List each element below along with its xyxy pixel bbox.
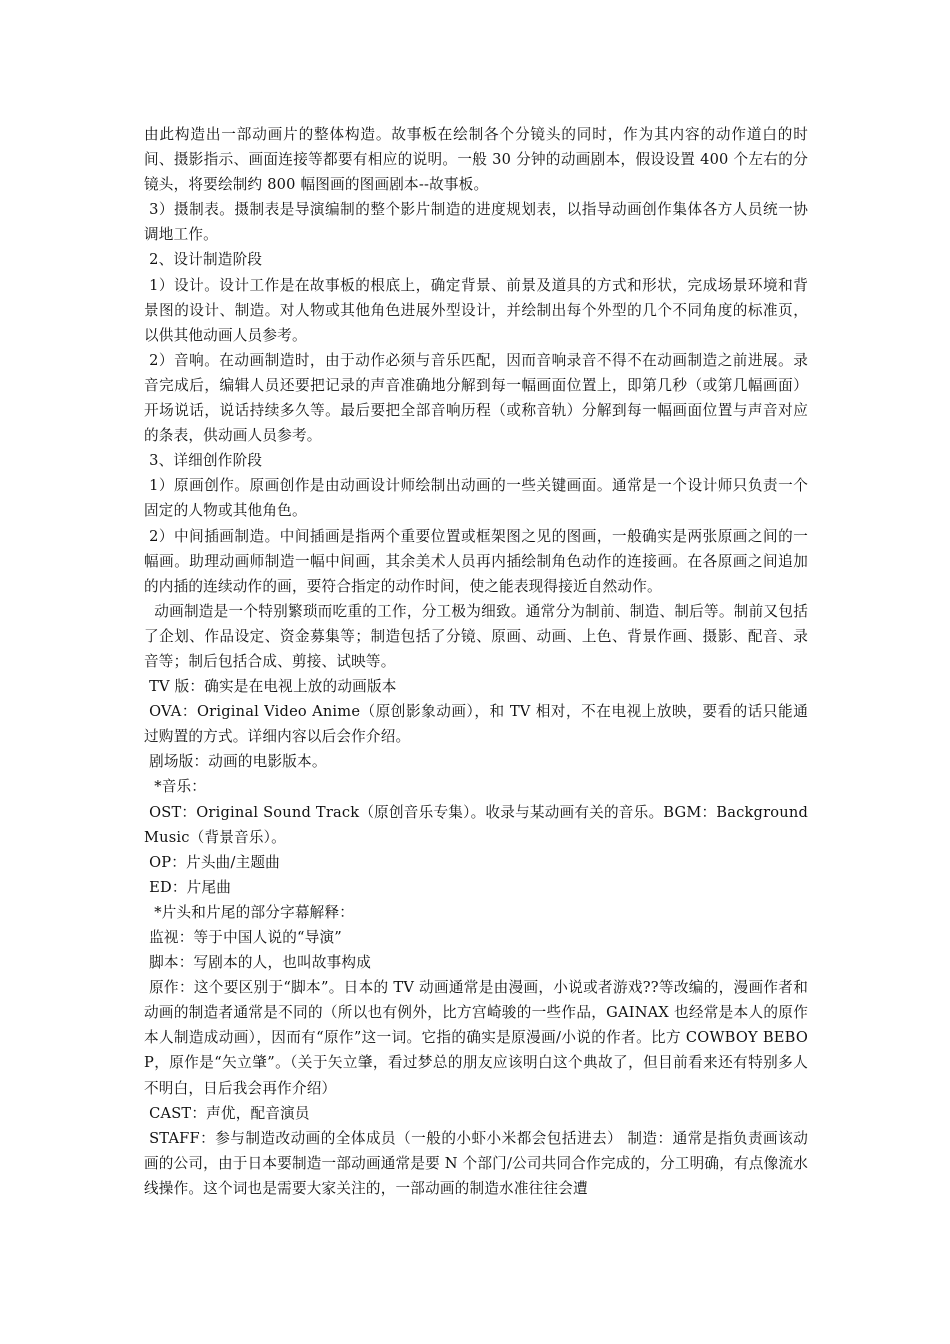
paragraph: 3）摄制表。摄制表是导演编制的整个影片制造的进度规划表，以指导动画创作集体各方人员统一协调地工作。 [144, 201, 808, 244]
paragraph: *片头和片尾的部分字幕解释： [154, 903, 355, 921]
paragraph: 2）中间插画制造。中间插画是指两个重要位置或框架图之见的图画，一般确实是两张原画之间的一幅画。助理动画师制造一幅中间画，其余美术人员再内插绘制角色动作的连接画。在各原画之间追加的内插的连续动作的画，要符合指定的动作时间，使之能表现得接近自然动作。 [144, 527, 808, 595]
paragraph: 脚本：写剧本的人，也叫故事构成 [149, 954, 372, 972]
paragraph: 由此构造出一部动画片的整体构造。故事板在绘制各个分镜头的同时，作为其内容的动作道白的时间、摄影指示、画面连接等都要有相应的说明。一般 30 分钟的动画剧本，假设设置 400 个左右的分镜头，将要绘制约 800 幅图画的图画剧本--故事板。 [144, 126, 808, 194]
paragraph: 动画制造是一个特别繁琐而吃重的工作，分工极为细致。通常分为制前、制造、制后等。制前又包括了企划、作品设定、资金募集等；制造包括了分镜、原画、动画、上色、背景作画、摄影、配音、录音等；制后包括合成、剪接、试映等。 [144, 602, 808, 670]
paragraph: 2）音响。在动画制造时，由于动作必须与音乐匹配，因而音响录音不得不在动画制造之前进展。录音完成后，编辑人员还要把记录的声音准确地分解到每一幅画面位置上，即第几秒（或第几幅画面）开场说话，说话持续多久等。最后要把全部音响历程（或称音轨）分解到每一幅画面位置与声音对应的条表，供动画人员参考。 [144, 351, 808, 445]
section-heading: 3、详细创作阶段 [149, 452, 263, 470]
paragraph: OVA：Original Video Anime（原创影象动画），和 TV 相对，不在电视上放映，要看的话只能通过购置的方式。详细内容以后会作介绍。 [144, 703, 808, 746]
paragraph: ED：片尾曲 [149, 878, 232, 896]
paragraph: TV 版：确实是在电视上放的动画版本 [149, 678, 397, 696]
paragraph: CAST：声优，配音演员 [149, 1104, 310, 1122]
paragraph: STAFF：参与制造改动画的全体成员（一般的小虾小米都会包括进去） 制造：通常是指负责画该动画的公司，由于日本要制造一部动画通常是要 N 个部门/公司共同合作完成的，分工明确，有点像流水线操作。这个词也是需要大家关注的，一部动画的制造水准往往会遭 [144, 1129, 808, 1197]
paragraph: *音乐： [154, 778, 207, 796]
paragraph: 剧场版：动画的电影版本。 [149, 753, 327, 771]
document-body [144, 122, 808, 1201]
paragraph: 1）设计。设计工作是在故事板的根底上，确定背景、前景及道具的方式和形状，完成场景环境和背景图的设计、制造。对人物或其他角色进展外型设计，并绘制出每个外型的几个不同角度的标准页，以供其他动画人员参考。 [144, 276, 808, 344]
section-heading: 2、设计制造阶段 [149, 251, 263, 269]
paragraph: OP：片头曲/主题曲 [149, 853, 280, 871]
paragraph: 原作：这个要区别于“脚本”。日本的 TV 动画通常是由漫画，小说或者游戏??等改编的，漫画作者和动画的制造者通常是不同的（所以也有例外，比方宫崎骏的一些作品，GAINAX 也经常是本人的原作本人制造成动画），因而有“原作”这一词。它指的确实是原漫画/小说的作者。比方 COWBOY BEBOP，原作是“矢立肇”。（关于矢立肇，看过梦总的朋友应该明白这个典故了，但目前看来还有特别多人不明白，日后我会再作介绍） [144, 979, 808, 1097]
paragraph: 1）原画创作。原画创作是由动画设计师绘制出动画的一些关键画面。通常是一个设计师只负责一个固定的人物或其他角色。 [144, 477, 808, 520]
paragraph: 监视：等于中国人说的“导演” [149, 929, 342, 946]
paragraph: OST：Original Sound Track（原创音乐专集）。收录与某动画有关的音乐。BGM：Background Music（背景音乐）。 [144, 803, 808, 846]
